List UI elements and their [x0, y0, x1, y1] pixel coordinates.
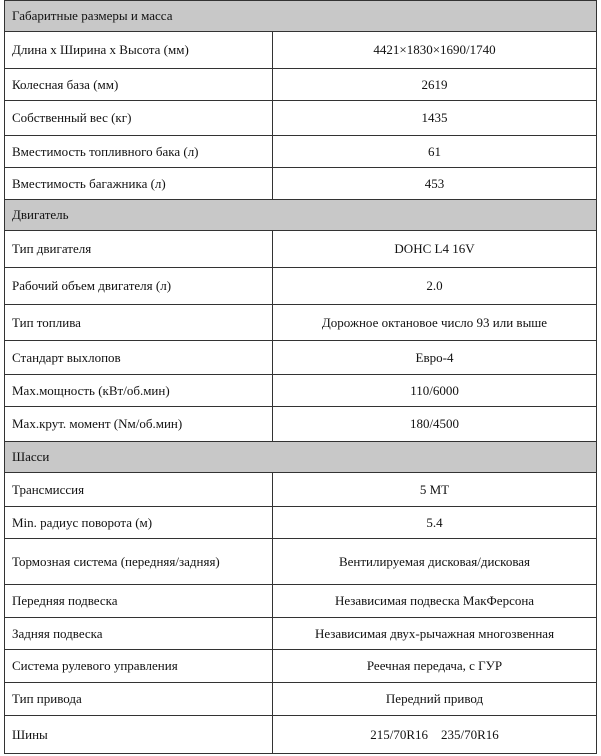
spec-label: Тип двигателя — [5, 231, 273, 268]
spec-label: Колесная база (мм) — [5, 69, 273, 101]
specifications-table — [4, 0, 597, 754]
spec-label: Рабочий объем двигателя (л) — [5, 268, 273, 305]
spec-value: 5 MT — [273, 473, 597, 507]
table-row — [5, 473, 597, 507]
spec-label: Трансмиссия — [5, 473, 273, 507]
spec-value: Вентилируемая дисковая/дисковая — [273, 539, 597, 585]
spec-value: Независимая двух-рычажная многозвенная — [273, 618, 597, 650]
table-row — [5, 231, 597, 268]
spec-label: Шины — [5, 716, 273, 754]
spec-value: 215/70R16 235/70R16 — [273, 716, 597, 754]
table-row — [5, 716, 597, 754]
section-header-chassis — [5, 442, 597, 473]
spec-label: Вместимость багажника (л) — [5, 168, 273, 200]
spec-value: Евро-4 — [273, 341, 597, 375]
table-row — [5, 407, 597, 442]
table-row — [5, 683, 597, 716]
spec-value: 61 — [273, 136, 597, 168]
table-row — [5, 650, 597, 683]
table-row — [5, 101, 597, 136]
spec-value: 453 — [273, 168, 597, 200]
table-row — [5, 375, 597, 407]
table-row — [5, 341, 597, 375]
spec-label: Вместимость топливного бака (л) — [5, 136, 273, 168]
spec-label: Собственный вес (кг) — [5, 101, 273, 136]
spec-value: 2.0 — [273, 268, 597, 305]
spec-value: 110/6000 — [273, 375, 597, 407]
spec-label: Задняя подвеска — [5, 618, 273, 650]
spec-value: 2619 — [273, 69, 597, 101]
section-title: Габаритные размеры и масса — [5, 1, 597, 32]
table-row — [5, 32, 597, 69]
spec-label: Min. радиус поворота (м) — [5, 507, 273, 539]
spec-label: Тормозная система (передняя/задняя) — [5, 539, 273, 585]
spec-value: Передний привод — [273, 683, 597, 716]
spec-label: Max.крут. момент (Nм/об.мин) — [5, 407, 273, 442]
table-row — [5, 69, 597, 101]
section-header-dimensions — [5, 1, 597, 32]
table-row — [5, 585, 597, 618]
spec-label: Длина x Ширина x Высота (мм) — [5, 32, 273, 69]
table-row — [5, 507, 597, 539]
table-row — [5, 618, 597, 650]
spec-value: Реечная передача, с ГУР — [273, 650, 597, 683]
spec-label: Система рулевого управления — [5, 650, 273, 683]
spec-label: Тип привода — [5, 683, 273, 716]
table-row — [5, 136, 597, 168]
spec-value: 180/4500 — [273, 407, 597, 442]
table-row — [5, 305, 597, 341]
spec-value: Дорожное октановое число 93 или выше — [273, 305, 597, 341]
section-header-engine — [5, 200, 597, 231]
spec-label: Передняя подвеска — [5, 585, 273, 618]
spec-label: Стандарт выхлопов — [5, 341, 273, 375]
table-row — [5, 539, 597, 585]
spec-value: 5.4 — [273, 507, 597, 539]
spec-value: 4421×1830×1690/1740 — [273, 32, 597, 69]
section-title: Двигатель — [5, 200, 597, 231]
spec-label: Max.мощность (кВт/об.мин) — [5, 375, 273, 407]
table-row — [5, 168, 597, 200]
spec-label: Тип топлива — [5, 305, 273, 341]
spec-value: 1435 — [273, 101, 597, 136]
table-row — [5, 268, 597, 305]
section-title: Шасси — [5, 442, 597, 473]
spec-value: DOHC L4 16V — [273, 231, 597, 268]
spec-value: Независимая подвеска МакФерсона — [273, 585, 597, 618]
